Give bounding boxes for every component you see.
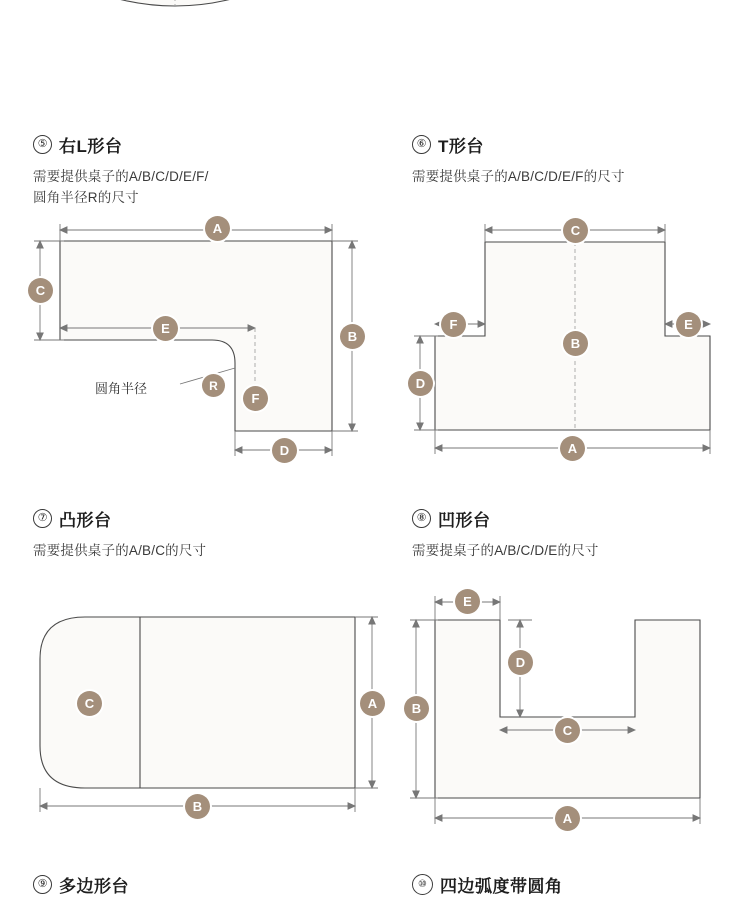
dimension-badge-d: D [508, 650, 533, 675]
section-description [412, 167, 742, 188]
dimension-badge-f: F [441, 312, 466, 337]
section-title: 右L形台 [59, 137, 123, 156]
description-line-2: 圆角半径R的尺寸 [33, 189, 139, 205]
dimension-badge-a: A [205, 216, 230, 241]
dimension-badge-e: E [455, 589, 480, 614]
section-number: ⑩ [412, 874, 433, 895]
section-right-l-table [33, 132, 363, 209]
section-title: 凸形台 [59, 511, 112, 530]
section-number: ⑦ [33, 509, 52, 528]
section-header [33, 132, 363, 157]
dimension-badge-a: A [555, 806, 580, 831]
dimension-badge-c: C [28, 278, 53, 303]
dimension-badge-b: B [185, 794, 210, 819]
dimension-badge-b: B [340, 324, 365, 349]
section-four-side-arc-rounded-table [412, 872, 742, 897]
section-description [33, 541, 363, 562]
section-convex-table [33, 506, 363, 562]
section-title: T形台 [438, 137, 484, 156]
t-table-drawing [400, 218, 740, 478]
description-line-1: 需要提桌子的A/B/C/D/E的尺寸 [412, 543, 599, 558]
right-l-table-drawing [20, 218, 380, 478]
dimension-badge-c: C [555, 718, 580, 743]
dimension-badge-f: F [243, 386, 268, 411]
dimension-badge-e: E [153, 316, 178, 341]
description-line-1: 需要提供桌子的A/B/C/D/E/F/ [33, 169, 209, 184]
dshape-table-svg [395, 0, 725, 90]
description-line-1: 需要提供桌子的A/B/C的尺寸 [33, 543, 207, 558]
top-right-partial-drawing [395, 0, 725, 90]
section-number: ⑤ [33, 135, 52, 154]
section-concave-table [412, 506, 742, 562]
section-title: 凹形台 [438, 511, 491, 530]
section-title: 四边弧度带圆角 [440, 877, 563, 896]
dimension-badge-b: B [563, 331, 588, 356]
dimension-badge-b: B [404, 696, 429, 721]
corner-radius-label: 圆角半径 [95, 381, 148, 396]
section-number: ⑥ [412, 135, 431, 154]
section-header [412, 872, 742, 897]
section-t-table [412, 132, 742, 188]
section-header [33, 506, 363, 531]
concave-shape-svg [400, 580, 740, 840]
dimension-badge-d: D [272, 438, 297, 463]
description-line-1: 需要提供桌子的A/B/C/D/E/F的尺寸 [412, 169, 625, 184]
section-header [412, 506, 742, 531]
section-header [33, 872, 363, 897]
dimension-badge-a: A [360, 691, 385, 716]
section-description [412, 541, 742, 562]
section-polygon-table [33, 872, 363, 897]
dimension-badge-r: R [202, 374, 225, 397]
right-l-shape-svg [20, 218, 380, 478]
dimension-badge-d: D [408, 371, 433, 396]
concave-table-drawing [400, 580, 740, 840]
section-number: ⑨ [33, 875, 52, 894]
convex-table-drawing [20, 588, 390, 838]
section-title: 多边形台 [59, 877, 129, 896]
dimension-badge-e: E [676, 312, 701, 337]
section-header [412, 132, 742, 157]
dimension-badge-a: A [560, 436, 585, 461]
top-left-partial-drawing [30, 0, 350, 90]
dimension-badge-c: C [77, 691, 102, 716]
section-number: ⑧ [412, 509, 431, 528]
section-description [33, 167, 363, 209]
dimension-badge-c: C [563, 218, 588, 243]
oval-table-svg [30, 0, 350, 90]
